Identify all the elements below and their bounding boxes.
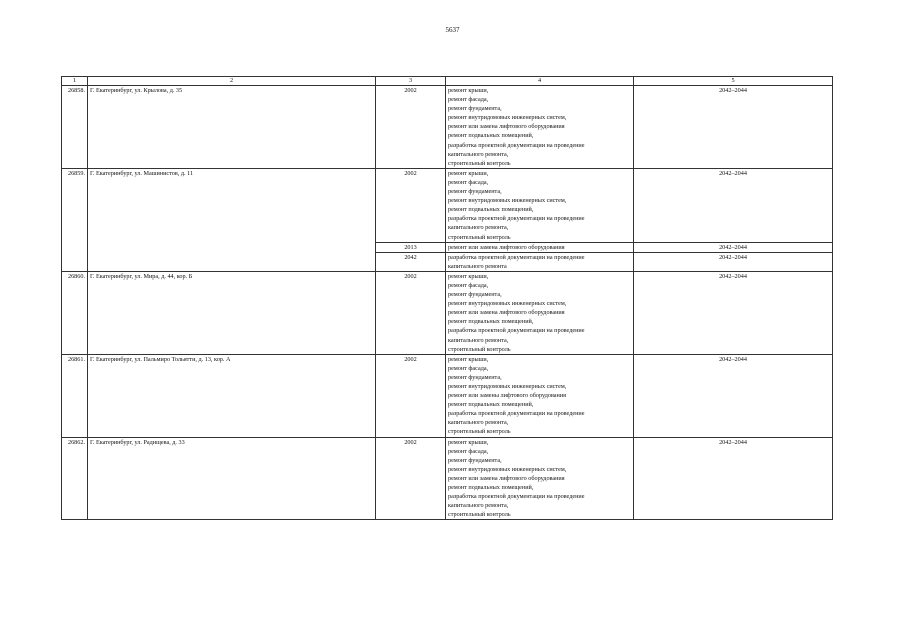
work-item: ремонт подвальных помещений, bbox=[448, 206, 534, 214]
work-item: ремонт внутридомовых инженерных систем, bbox=[448, 465, 567, 473]
work-item: разработка проектной документации на проведение bbox=[448, 141, 585, 149]
work-item: разработка проектной документации на проведение bbox=[448, 215, 585, 223]
row-number: 26862. bbox=[62, 437, 88, 520]
works-cell bbox=[446, 271, 634, 354]
address: Г. Екатеринбург, ул. Пальмиро Тольятти, д. 13, кор. А bbox=[88, 354, 376, 437]
work-item: ремонт или замены лифтового оборудования bbox=[448, 392, 567, 400]
work-item: ремонт фундамента, bbox=[448, 373, 502, 381]
column-number-row bbox=[62, 77, 833, 86]
work-item: ремонт или замена лифтового оборудования bbox=[448, 309, 565, 317]
address: Г. Екатеринбург, ул. Радищева, д. 33 bbox=[88, 437, 376, 520]
column-number-5: 5 bbox=[634, 77, 833, 86]
commission-year: 2002 bbox=[376, 437, 446, 520]
column-number-4: 4 bbox=[446, 77, 634, 86]
work-item: ремонт или замена лифтового оборудования bbox=[448, 474, 565, 482]
works-cell bbox=[446, 437, 634, 520]
table-row bbox=[62, 437, 833, 520]
commission-year: 2002 bbox=[376, 86, 446, 169]
work-item: строительный контроль bbox=[448, 233, 511, 241]
commission-year: 2002 bbox=[376, 271, 446, 354]
work-item: разработка проектной документации на проведение bbox=[448, 327, 585, 335]
work-item: ремонт крыши, bbox=[448, 87, 489, 94]
work-item: ремонт фундамента, bbox=[448, 105, 502, 113]
commission-year: 2013 bbox=[376, 242, 446, 252]
work-item: ремонт крыши, bbox=[448, 169, 489, 177]
repair-period: 2042–2044 bbox=[634, 86, 833, 169]
table-row bbox=[62, 354, 833, 437]
table-row bbox=[62, 86, 833, 169]
work-item: капитального ремонта, bbox=[448, 419, 509, 427]
commission-year: 2002 bbox=[376, 354, 446, 437]
repair-period: 2042–2044 bbox=[634, 354, 833, 437]
work-item: ремонт внутридомовых инженерных систем, bbox=[448, 300, 567, 308]
work-item: строительный контроль bbox=[448, 428, 511, 436]
work-item: ремонт фасада, bbox=[448, 178, 489, 186]
work-item: ремонт подвальных помещений, bbox=[448, 401, 534, 409]
work-item: строительный контроль bbox=[448, 511, 511, 519]
works-cell bbox=[446, 86, 634, 169]
work-item: строительный контроль bbox=[448, 159, 511, 167]
row-number: 26861. bbox=[62, 354, 88, 437]
address: Г. Екатеринбург, ул. Крылова, д. 35 bbox=[88, 86, 376, 169]
row-number: 26858. bbox=[62, 86, 88, 169]
work-item: ремонт крыши, bbox=[448, 272, 489, 280]
work-item: ремонт фасада, bbox=[448, 96, 489, 104]
works-cell bbox=[446, 168, 634, 242]
work-item: ремонт внутридомовых инженерных систем, bbox=[448, 383, 567, 390]
works-cell bbox=[446, 242, 634, 252]
table-row bbox=[62, 271, 833, 354]
work-item: капитального ремонта bbox=[448, 262, 507, 270]
address: Г. Екатеринбург, ул. Мира, д. 44, кор. Б bbox=[88, 271, 376, 354]
works-cell bbox=[446, 354, 634, 437]
table-row bbox=[62, 168, 833, 242]
work-item: ремонт подвальных помещений, bbox=[448, 132, 534, 140]
work-item: капитального ремонта, bbox=[448, 224, 509, 232]
repair-period: 2042–2044 bbox=[634, 437, 833, 520]
work-item: капитального ремонта, bbox=[448, 502, 509, 510]
work-item: ремонт фундамента, bbox=[448, 291, 502, 299]
work-item: ремонт фундамента, bbox=[448, 456, 502, 464]
work-item: разработка проектной документации на проведение bbox=[448, 410, 585, 418]
work-item: ремонт или замена лифтового оборудования bbox=[448, 243, 565, 251]
repair-period: 2042–2044 bbox=[634, 168, 833, 242]
capital-repair-table bbox=[61, 76, 833, 520]
work-item: капитального ремонта, bbox=[448, 336, 509, 344]
commission-year: 2002 bbox=[376, 168, 446, 242]
address: Г. Екатеринбург, ул. Машинистов, д. 11 bbox=[88, 168, 376, 271]
commission-year: 2042 bbox=[376, 252, 446, 271]
work-item: ремонт внутридомовых инженерных систем, bbox=[448, 197, 567, 205]
repair-period: 2042–2044 bbox=[634, 242, 833, 252]
page-number: 5637 bbox=[445, 26, 460, 34]
column-number-1: 1 bbox=[62, 77, 88, 86]
work-item: ремонт фасада, bbox=[448, 364, 489, 372]
work-item: ремонт или замена лифтового оборудования bbox=[448, 123, 565, 131]
work-item: разработка проектной документации на проведение bbox=[448, 253, 585, 261]
work-item: строительный контроль bbox=[448, 345, 511, 353]
row-number: 26860. bbox=[62, 271, 88, 354]
work-item: ремонт фасада, bbox=[448, 281, 489, 289]
column-number-2: 2 bbox=[88, 77, 376, 86]
column-number-3: 3 bbox=[376, 77, 446, 86]
work-item: ремонт фундамента, bbox=[448, 188, 502, 196]
work-item: капитального ремонта, bbox=[448, 150, 509, 158]
repair-period: 2042–2044 bbox=[634, 252, 833, 271]
work-item: разработка проектной документации на проведение bbox=[448, 493, 585, 501]
repair-period: 2042–2044 bbox=[634, 271, 833, 354]
work-item: ремонт крыши, bbox=[448, 355, 489, 363]
work-item: ремонт фасада, bbox=[448, 447, 489, 455]
row-number: 26859. bbox=[62, 168, 88, 271]
works-cell bbox=[446, 252, 634, 271]
work-item: ремонт подвальных помещений, bbox=[448, 318, 534, 326]
work-item: ремонт крыши, bbox=[448, 438, 489, 446]
work-item: ремонт подвальных помещений, bbox=[448, 484, 534, 492]
work-item: ремонт внутридомовых инженерных систем, bbox=[448, 114, 567, 122]
